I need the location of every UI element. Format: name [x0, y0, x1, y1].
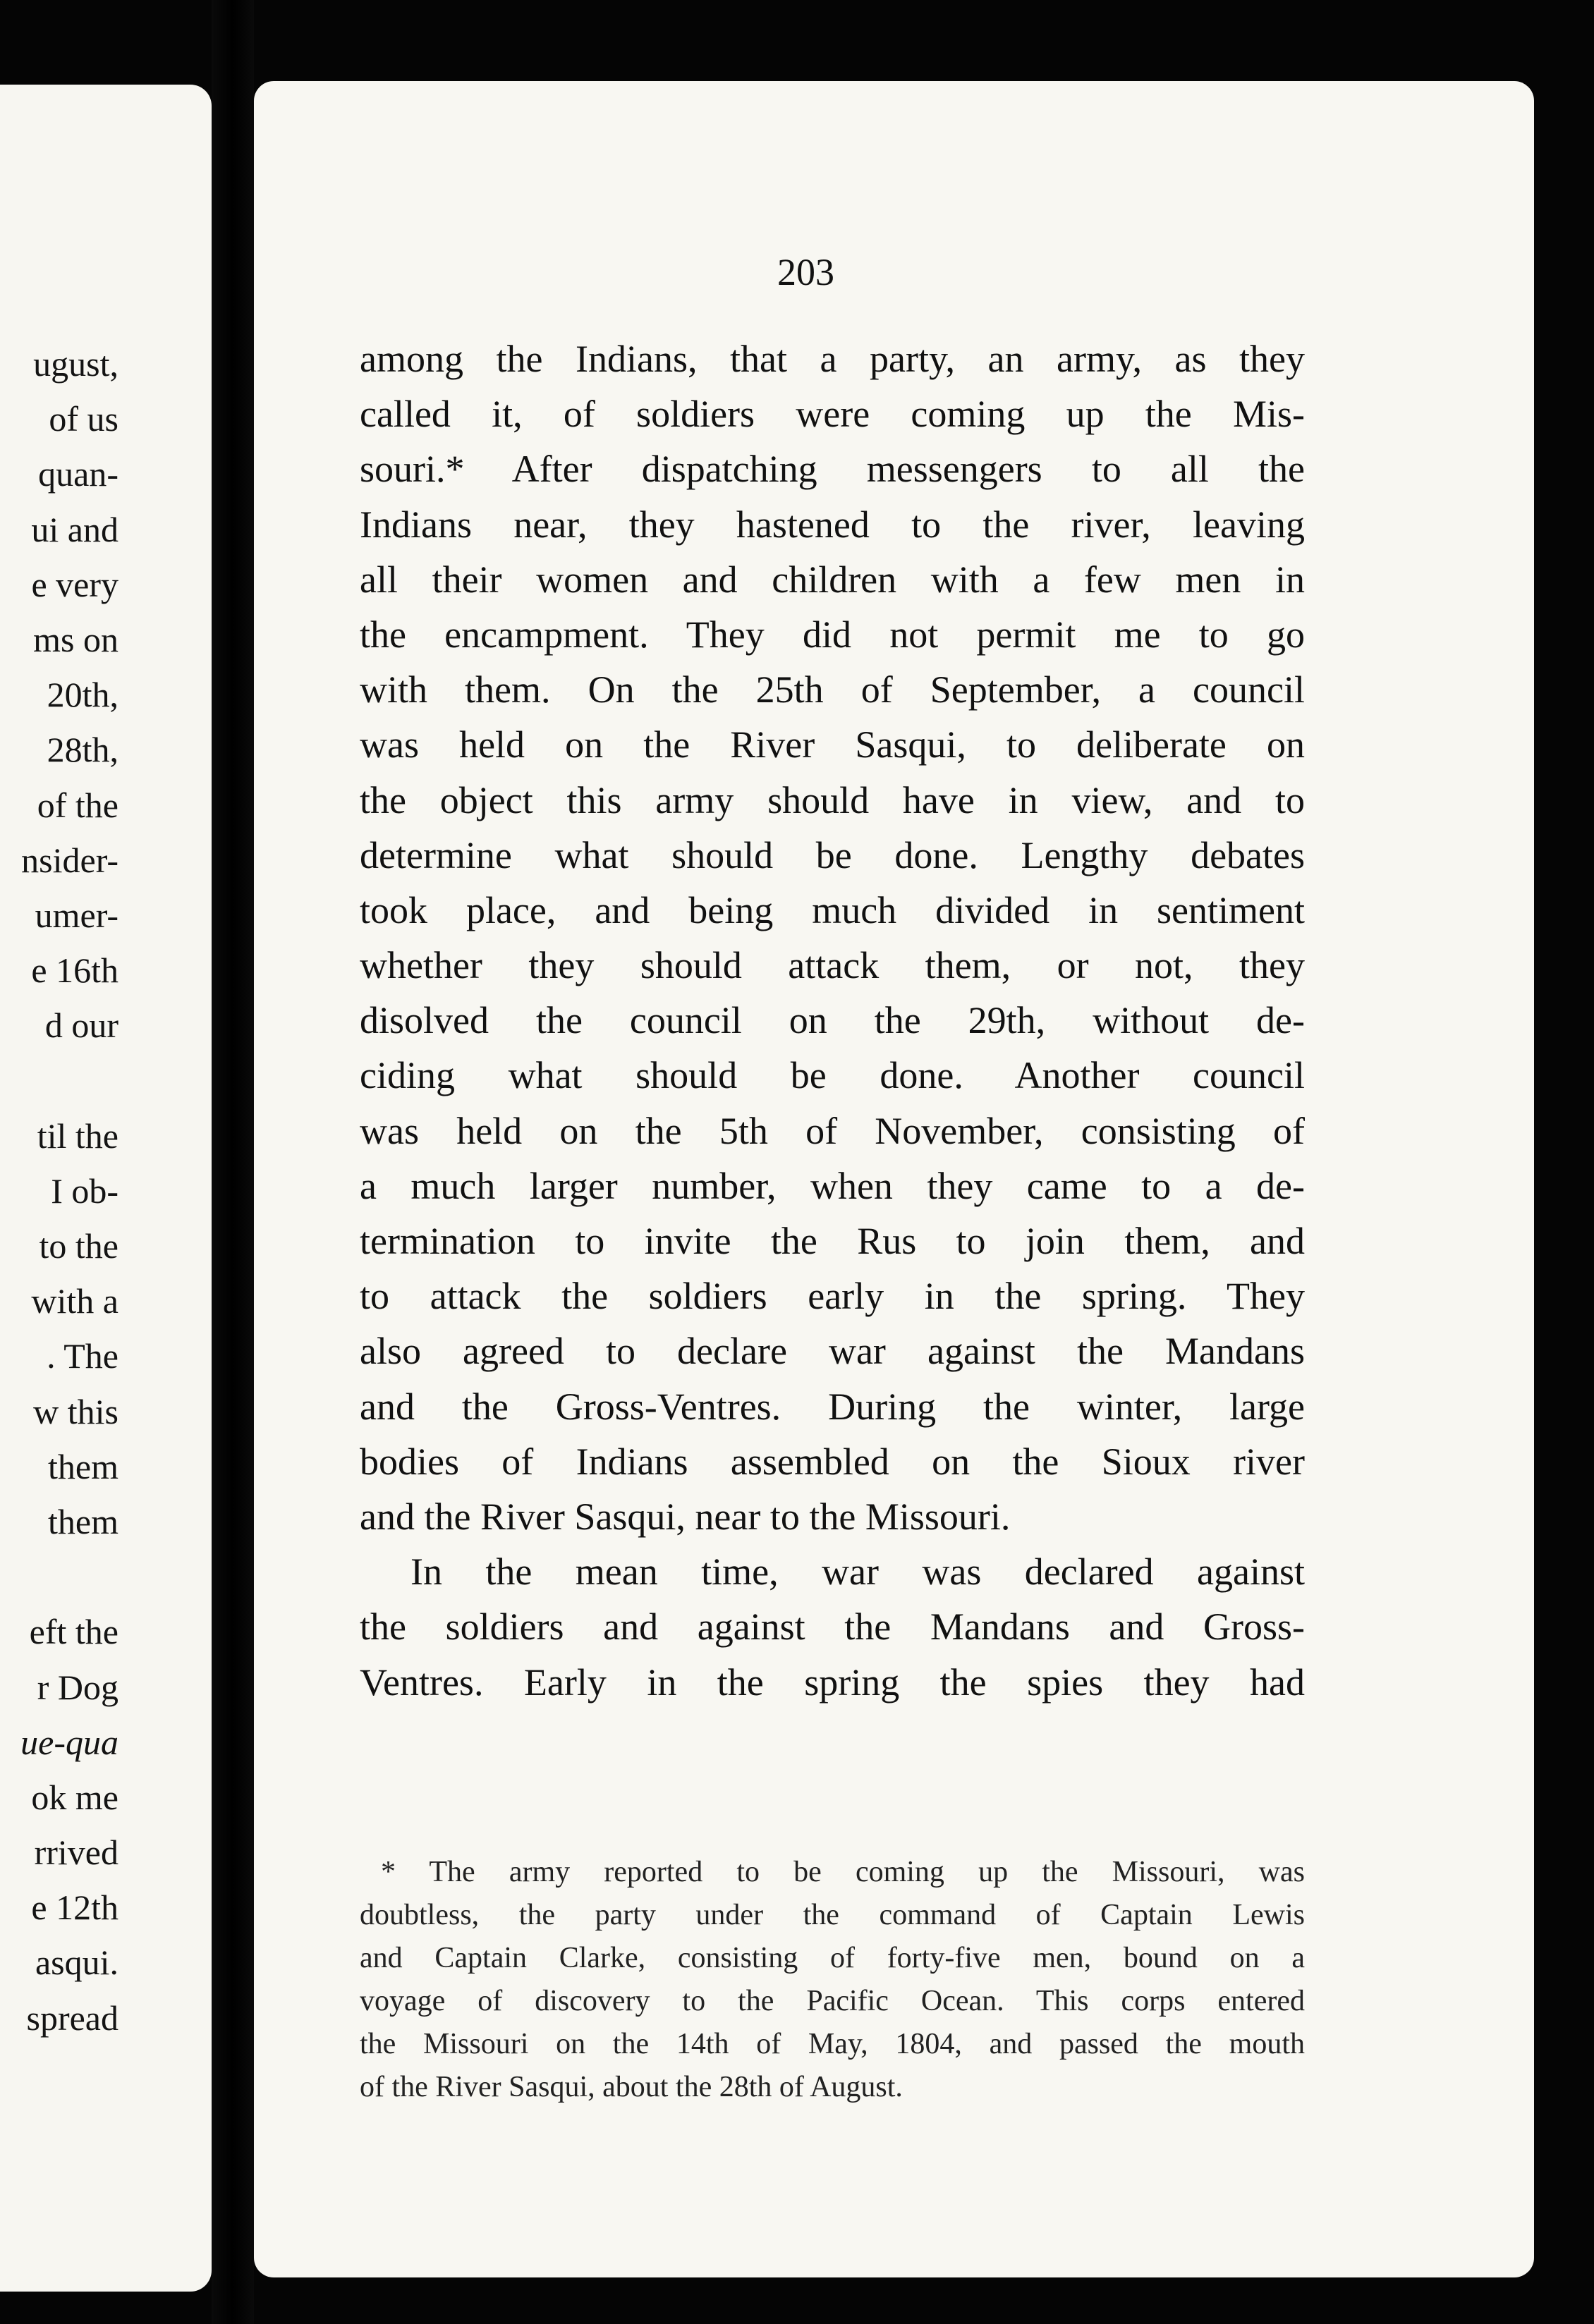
text-line: In the mean time, war was declared against: [410, 1551, 1305, 1594]
text-line: whether they should attack them, or not, they: [360, 944, 1305, 987]
page: [254, 81, 1534, 2277]
facing-line: [20, 1549, 118, 1604]
footnote-line: the Missouri on the 14th of May, 1804, and passed the mouth: [360, 2028, 1305, 2060]
facing-line: 28th,: [47, 730, 118, 770]
facing-line: of the: [37, 785, 118, 825]
facing-line: umer-: [35, 895, 118, 935]
facing-line: ms on: [33, 619, 118, 659]
facing-line: to the: [39, 1226, 118, 1266]
facing-line: asqui.: [35, 1943, 118, 1983]
text-line: with them. On the 25th of September, a council: [360, 668, 1305, 711]
facing-line: r Dog: [37, 1667, 118, 1707]
text-line: took place, and being much divided in sentiment: [360, 888, 1305, 931]
facing-line: til the: [37, 1115, 118, 1156]
facing-line: . The: [47, 1336, 118, 1376]
text-line: bodies of Indians assembled on the Sioux river: [360, 1440, 1305, 1483]
text-line: disolved the council on the 29th, without de-: [360, 999, 1305, 1042]
facing-page-text: [20, 336, 118, 2045]
footnote-line: voyage of discovery to the Pacific Ocean. This corps entered: [360, 1985, 1305, 2017]
facing-line: rrived: [34, 1833, 118, 1873]
facing-line: ok me: [31, 1777, 118, 1817]
facing-line: nsider-: [21, 840, 118, 880]
footnote-line: and Captain Clarke, consisting of forty-five men, bound on a: [360, 1942, 1305, 1974]
text-line: among the Indians, that a party, an army, as they: [360, 338, 1305, 380]
facing-line: ui and: [31, 509, 118, 549]
text-line: ciding what should be done. Another council: [360, 1054, 1305, 1097]
footnote-line: of the River Sasqui, about the 28th of August.: [360, 2071, 903, 2103]
facing-page-fragment: [0, 85, 212, 2292]
facing-line: ugust,: [33, 344, 118, 384]
facing-line: [20, 1053, 118, 1108]
text-line: the soldiers and against the Mandans and Gross-: [360, 1606, 1305, 1649]
facing-line-italic: ue-qua: [20, 1722, 118, 1762]
text-line: also agreed to declare war against the Mandans: [360, 1330, 1305, 1373]
body-text: [360, 331, 1305, 1710]
facing-line: eft the: [29, 1612, 118, 1652]
footnote: [360, 1851, 1305, 2109]
text-line: to attack the soldiers early in the spring. They: [360, 1275, 1305, 1318]
facing-line: w this: [33, 1391, 118, 1431]
text-line: a much larger number, when they came to a de-: [360, 1164, 1305, 1207]
facing-line: e 16th: [31, 950, 118, 991]
text-line: Indians near, they hastened to the river, leaving: [360, 503, 1305, 546]
facing-line: them: [48, 1501, 118, 1541]
text-line: and the River Sasqui, near to the Missouri.: [360, 1495, 1011, 1538]
facing-line: them: [48, 1446, 118, 1486]
text-line: Ventres. Early in the spring the spies they had: [360, 1661, 1305, 1704]
facing-line: with a: [31, 1281, 118, 1321]
text-line: souri.* After dispatching messengers to all the: [360, 448, 1305, 491]
facing-line: of us: [49, 399, 118, 439]
text-line: the encampment. They did not permit me to go: [360, 613, 1305, 656]
text-line: called it, of soldiers were coming up the Mis-: [360, 393, 1305, 436]
facing-line: 20th,: [47, 675, 118, 715]
footnote-line: doubtless, the party under the command of Captain Lewis: [360, 1899, 1305, 1931]
page-number: 203: [777, 251, 834, 293]
facing-line: spread: [26, 1998, 118, 2038]
book-gutter: [212, 0, 254, 2324]
facing-line: e very: [31, 564, 118, 604]
facing-line: e 12th: [31, 1888, 118, 1928]
text-line: termination to invite the Rus to join them, and: [360, 1220, 1305, 1262]
text-line: was held on the River Sasqui, to deliberate on: [360, 723, 1305, 766]
text-line: determine what should be done. Lengthy debates: [360, 833, 1305, 876]
facing-line: I ob-: [51, 1170, 118, 1211]
text-line: was held on the 5th of November, consisting of: [360, 1109, 1305, 1152]
facing-line: d our: [44, 1005, 118, 1046]
text-line: and the Gross-Ventres. During the winter, large: [360, 1385, 1305, 1428]
text-line: the object this army should have in view, and to: [360, 778, 1305, 821]
facing-line: quan-: [38, 454, 118, 494]
text-line: all their women and children with a few men in: [360, 558, 1305, 601]
footnote-line: * The army reported to be coming up the Missouri, was: [381, 1856, 1305, 1888]
